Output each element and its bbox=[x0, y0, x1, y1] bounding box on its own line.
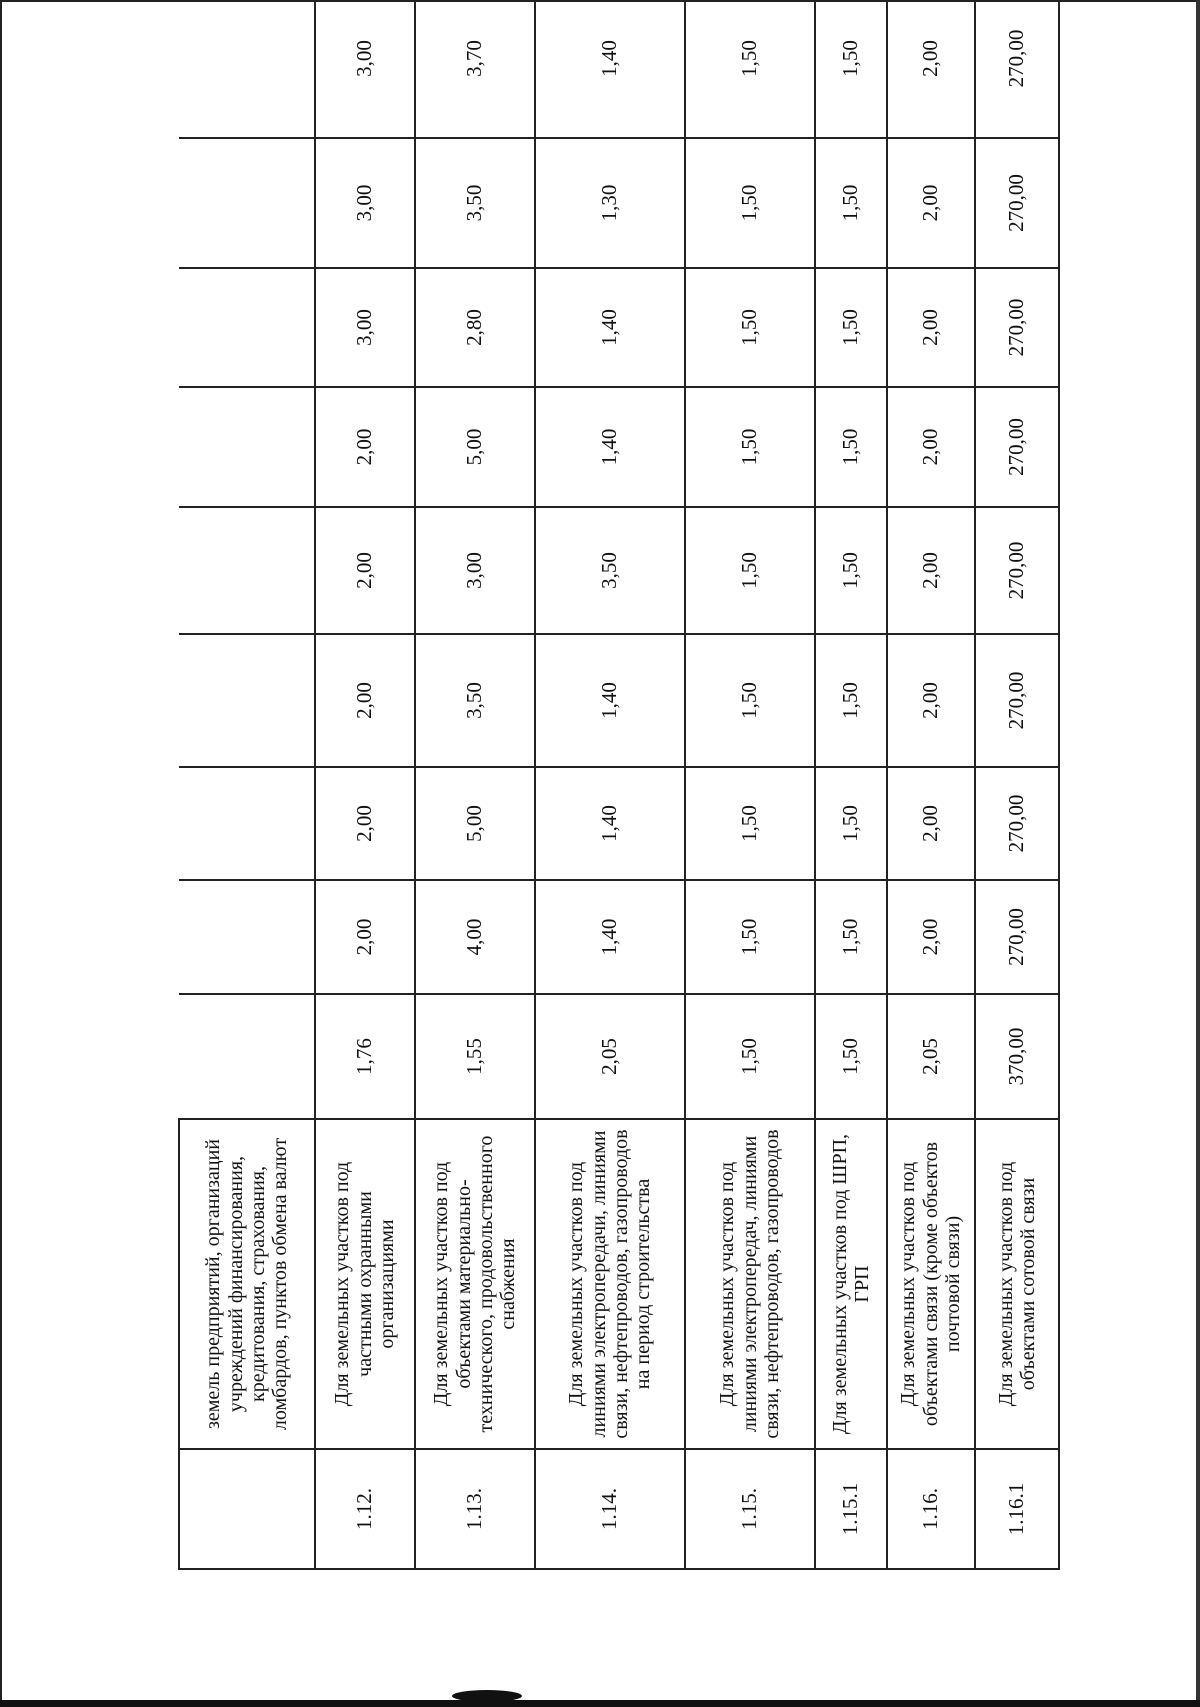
value-cell: 1,50 bbox=[685, 507, 815, 634]
value-cell: 1,55 bbox=[415, 994, 535, 1119]
value-cell: 1,76 bbox=[315, 994, 415, 1119]
row-number-cell: 1.16. bbox=[887, 1449, 975, 1569]
value-cell: 1,40 bbox=[535, 634, 685, 767]
scan-border-bottom bbox=[0, 1700, 1200, 1707]
value-cell bbox=[179, 634, 315, 767]
value-cell: 1,40 bbox=[535, 767, 685, 880]
value-cell: 5,00 bbox=[415, 767, 535, 880]
value-cell: 1,50 bbox=[815, 387, 887, 507]
row-number-cell: 1.16.1 bbox=[975, 1449, 1059, 1569]
value-cell: 1,50 bbox=[815, 634, 887, 767]
row-number-cell: 1.15. bbox=[685, 1449, 815, 1569]
value-cell: 2,80 bbox=[415, 268, 535, 387]
scan-border-right bbox=[1196, 0, 1200, 1707]
value-cell: 1,50 bbox=[685, 994, 815, 1119]
row-number-cell: 1.13. bbox=[415, 1449, 535, 1569]
value-cell: 1,40 bbox=[535, 268, 685, 387]
value-cell: 3,00 bbox=[315, 0, 415, 138]
value-cell: 270,00 bbox=[975, 387, 1059, 507]
rotated-table-container bbox=[178, 29, 1039, 1570]
value-cell: 1,50 bbox=[685, 387, 815, 507]
value-cell: 2,00 bbox=[315, 880, 415, 994]
value-cell: 2,00 bbox=[315, 634, 415, 767]
value-cell: 1,40 bbox=[535, 387, 685, 507]
row-description-cell: Для земельных участков под линиями электропередачи, линиями связи, нефтепроводов, газопроводов на период строительства bbox=[535, 1119, 685, 1449]
value-cell: 3,50 bbox=[415, 138, 535, 268]
value-cell: 270,00 bbox=[975, 880, 1059, 994]
value-cell: 270,00 bbox=[975, 0, 1059, 138]
value-cell bbox=[179, 0, 315, 138]
value-cell: 370,00 bbox=[975, 994, 1059, 1119]
value-cell: 2,00 bbox=[315, 767, 415, 880]
table-row bbox=[685, 0, 815, 1569]
scan-artifact bbox=[452, 1690, 522, 1702]
value-cell: 3,00 bbox=[315, 268, 415, 387]
table-row-continuation bbox=[179, 0, 315, 1569]
value-cell: 270,00 bbox=[975, 767, 1059, 880]
land-rates-table bbox=[178, 0, 1060, 1570]
row-description-cell: Для земельных участков под объектами связи (кроме объектов почтовой связи) bbox=[887, 1119, 975, 1449]
row-description-cell: Для земельных участков под объектами материально-технического, продовольственного снабжения bbox=[415, 1119, 535, 1449]
value-cell: 2,00 bbox=[315, 507, 415, 634]
value-cell: 1,50 bbox=[685, 634, 815, 767]
value-cell bbox=[179, 767, 315, 880]
value-cell: 1,50 bbox=[685, 0, 815, 138]
value-cell: 1,50 bbox=[815, 880, 887, 994]
value-cell: 1,50 bbox=[815, 0, 887, 138]
value-cell: 3,50 bbox=[535, 507, 685, 634]
row-description-cell: Для земельных участков под объектами сотовой связи bbox=[975, 1119, 1059, 1449]
table-row bbox=[415, 0, 535, 1569]
value-cell: 3,70 bbox=[415, 0, 535, 138]
value-cell: 270,00 bbox=[975, 268, 1059, 387]
table-row bbox=[887, 0, 975, 1569]
value-cell: 2,00 bbox=[887, 387, 975, 507]
value-cell: 1,40 bbox=[535, 0, 685, 138]
value-cell: 1,50 bbox=[685, 880, 815, 994]
value-cell: 1,40 bbox=[535, 880, 685, 994]
row-number-cell: 1.12. bbox=[315, 1449, 415, 1569]
value-cell: 1,50 bbox=[815, 138, 887, 268]
value-cell bbox=[179, 880, 315, 994]
value-cell: 3,50 bbox=[415, 634, 535, 767]
value-cell: 1,50 bbox=[685, 268, 815, 387]
value-cell: 3,00 bbox=[415, 507, 535, 634]
value-cell: 2,00 bbox=[315, 387, 415, 507]
value-cell: 270,00 bbox=[975, 507, 1059, 634]
value-cell: 2,05 bbox=[535, 994, 685, 1119]
row-number-cell: 1.14. bbox=[535, 1449, 685, 1569]
row-number-cell bbox=[179, 1449, 315, 1569]
value-cell bbox=[179, 138, 315, 268]
value-cell: 2,00 bbox=[887, 634, 975, 767]
value-cell: 2,00 bbox=[887, 507, 975, 634]
row-description-cell: Для земельных участков под частными охранными организациями bbox=[315, 1119, 415, 1449]
value-cell: 1,50 bbox=[685, 767, 815, 880]
value-cell bbox=[179, 507, 315, 634]
row-description-cell: Для земельных участков под ШРП, ГРП bbox=[815, 1119, 887, 1449]
value-cell bbox=[179, 994, 315, 1119]
value-cell: 4,00 bbox=[415, 880, 535, 994]
scan-border-left bbox=[0, 0, 2, 1707]
value-cell: 2,00 bbox=[887, 0, 975, 138]
table-row bbox=[315, 0, 415, 1569]
value-cell: 2,05 bbox=[887, 994, 975, 1119]
table-row bbox=[975, 0, 1059, 1569]
value-cell: 1,50 bbox=[815, 994, 887, 1119]
value-cell: 1,50 bbox=[815, 507, 887, 634]
value-cell bbox=[179, 268, 315, 387]
row-description-cell: Для земельных участков под линиями электропередач, линиями связи, нефтепроводов, газопроводов bbox=[685, 1119, 815, 1449]
row-description-cell: земель предприятий, организаций учреждений финансирования, кредитования, страхования, ломбардов, пунктов обмена валют bbox=[179, 1119, 315, 1449]
table-row bbox=[815, 0, 887, 1569]
value-cell: 2,00 bbox=[887, 268, 975, 387]
row-number-cell: 1.15.1 bbox=[815, 1449, 887, 1569]
value-cell: 1,30 bbox=[535, 138, 685, 268]
value-cell: 5,00 bbox=[415, 387, 535, 507]
value-cell: 2,00 bbox=[887, 880, 975, 994]
value-cell: 1,50 bbox=[815, 268, 887, 387]
value-cell: 270,00 bbox=[975, 138, 1059, 268]
value-cell: 2,00 bbox=[887, 138, 975, 268]
table-row bbox=[535, 0, 685, 1569]
value-cell: 1,50 bbox=[815, 767, 887, 880]
value-cell: 3,00 bbox=[315, 138, 415, 268]
value-cell: 1,50 bbox=[685, 138, 815, 268]
value-cell: 2,00 bbox=[887, 767, 975, 880]
value-cell: 270,00 bbox=[975, 634, 1059, 767]
value-cell bbox=[179, 387, 315, 507]
